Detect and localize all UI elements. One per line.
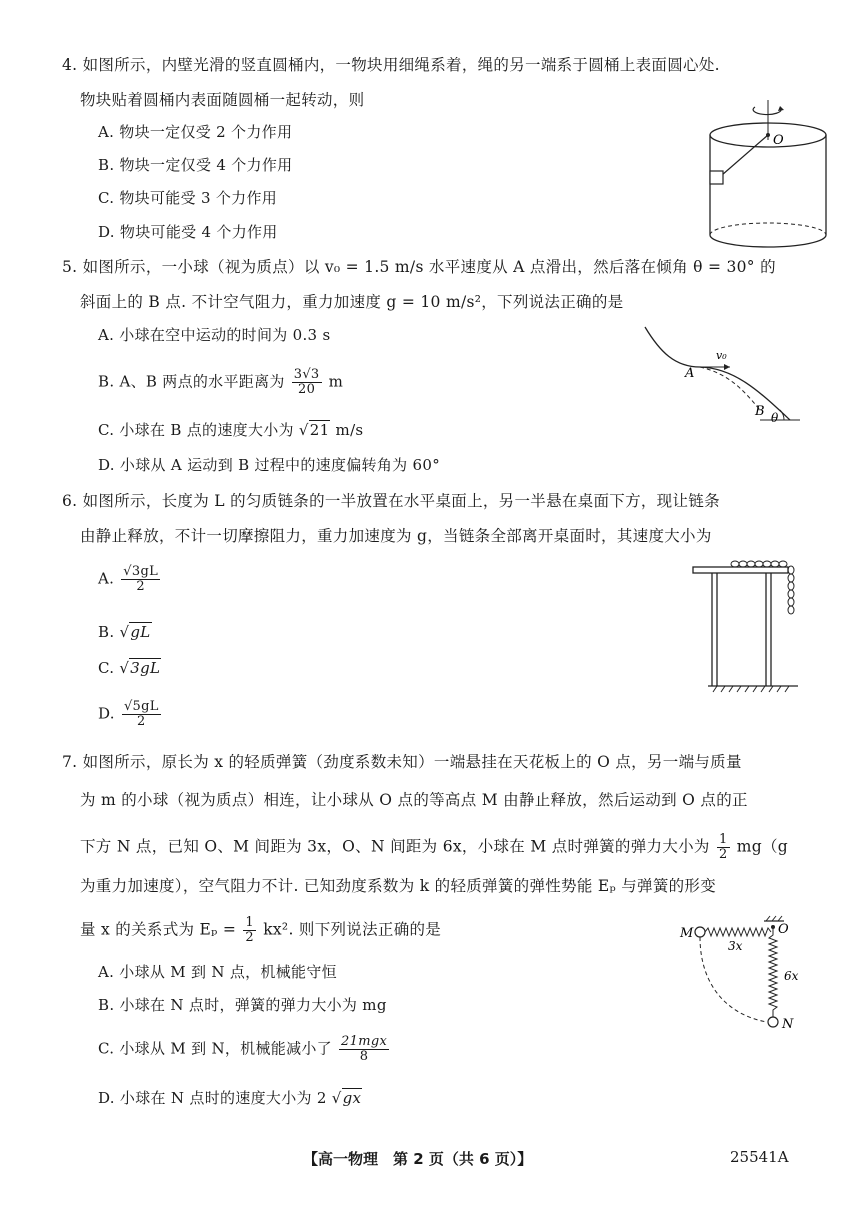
q6-option-a-label: A. [98, 569, 115, 588]
q7-option-c [98, 1035, 391, 1064]
q7-stem-line5-suffix: kx². 则下列说法正确的是 [263, 920, 442, 939]
q7-stem-line4: 为重力加速度），空气阻力不计. 已知劲度系数为 k 的轻质弹簧的弹性势能 Eₚ 与弹簧的形变 [80, 877, 717, 895]
q7-stem-line3-num: 1 [718, 832, 728, 847]
q5-stem-line1: 5. 如图所示，一小球（视为质点）以 v₀ = 1.5 m/s 水平速度从 A 点滑出，然后落在倾角 θ = 30° 的 [62, 258, 776, 276]
q4-stem-line1: 4. 如图所示，内壁光滑的竖直圆桶内，一物块用细绳系着，绳的另一端系于圆桶上表面圆心处. [62, 56, 720, 74]
q7-spring-figure [672, 915, 812, 1035]
q7-option-a: A. 小球从 M 到 N 点，机械能守恒 [98, 963, 337, 981]
q7-stem-line3-prefix: 下方 N 点，已知 O、M 间距为 3x，O、N 间距为 6x，小球在 M 点时弹簧的弹力大小为 [80, 837, 710, 856]
q5-option-c-suffix: m/s [335, 421, 364, 439]
q4-label-o: O [773, 133, 784, 148]
q7-option-c-num: 21mgx [341, 1034, 388, 1049]
q5-option-c-sqrt: √21 [298, 421, 330, 439]
q6-option-a-fraction [121, 565, 160, 594]
q7-label-n: N [782, 1017, 794, 1032]
q5-option-d: D. 小球从 A 运动到 B 过程中的速度偏转角为 60° [98, 456, 441, 474]
q7-option-d-rad: gx [342, 1089, 362, 1107]
q7-stem-line3 [80, 833, 788, 862]
q6-table-chain-figure [688, 558, 808, 696]
q7-option-d [98, 1088, 362, 1108]
q5-label-b: B [755, 404, 765, 419]
q6-option-a-rad: 3gL [131, 564, 159, 579]
q7-stem-line3-suffix: mg（g [736, 837, 789, 856]
q5-label-a: A [685, 366, 695, 381]
q5-label-theta: θ [771, 411, 779, 425]
q7-stem-line5-num: 1 [245, 915, 254, 930]
q4-cylinder-figure [700, 95, 830, 255]
horizontal-spring-icon [705, 928, 771, 936]
q7-option-d-prefix: D. 小球在 N 点时的速度大小为 2 [98, 1089, 327, 1107]
q7-stem-line3-fraction [717, 833, 730, 862]
q5-option-b-fraction [292, 368, 322, 397]
velocity-arrow-icon [724, 364, 730, 370]
q6-option-b-rad: gL [130, 623, 151, 641]
q5-option-b-prefix: B. A、B 两点的水平距离为 [98, 372, 285, 391]
page-footer-title: 【高一物理 第 2 页（共 6 页）】 [303, 1150, 533, 1168]
q4-stem-line2: 物块贴着圆桶内表面随圆桶一起转动，则 [80, 91, 365, 109]
q5-option-c-prefix: C. 小球在 B 点的速度大小为 [98, 421, 294, 439]
q7-label-o: O [778, 922, 789, 937]
q7-option-c-den: 8 [359, 1049, 369, 1064]
q7-option-c-prefix: C. 小球从 M 到 N，机械能减小了 [98, 1039, 332, 1058]
q6-option-b [98, 622, 152, 642]
q7-label-3x: 3x [728, 939, 743, 953]
q7-label-6x: 6x [784, 969, 799, 983]
q5-option-b-den: 20 [298, 382, 316, 397]
q5-label-v0: v₀ [716, 349, 727, 362]
vertical-spring-icon [769, 929, 777, 1017]
q6-option-d-label: D. [98, 704, 115, 723]
q5-option-b-num: 3√3 [293, 367, 320, 382]
q4-option-b: B. 物块一定仅受 4 个力作用 [98, 156, 293, 174]
q6-option-c-rad: 3gL [130, 659, 161, 677]
q4-option-d: D. 物块可能受 4 个力作用 [98, 223, 278, 241]
q6-option-c-label: C. [98, 659, 115, 677]
q5-option-c-rad: 21 [309, 421, 330, 439]
q6-option-a [98, 565, 162, 594]
rotation-arrow-icon [753, 107, 781, 115]
q6-option-d-den: 2 [137, 714, 146, 729]
q6-option-d-rad: 5gL [132, 699, 159, 714]
q6-option-d [98, 700, 163, 729]
q7-option-c-fraction [339, 1035, 389, 1064]
q7-stem-line5 [80, 916, 441, 945]
q7-stem-line5-prefix: 量 x 的关系式为 Eₚ = [80, 920, 237, 939]
q5-option-b-suffix: m [328, 372, 344, 391]
q7-stem-line5-fraction [243, 916, 256, 945]
q6-option-b-sqrt: √gL [119, 623, 151, 641]
q7-stem-line2: 为 m 的小球（视为质点）相连，让小球从 O 点的等高点 M 由静止释放，然后运动到 O 点的正 [80, 791, 748, 809]
q5-slope-figure [640, 322, 810, 432]
q6-stem-line1: 6. 如图所示，长度为 L 的匀质链条的一半放置在水平桌面上，另一半悬在桌面下方，现让链条 [62, 492, 720, 510]
q6-option-d-num: √5gL [123, 699, 159, 714]
q7-option-d-sqrt: √gx [331, 1089, 362, 1107]
q6-option-c [98, 658, 161, 678]
q6-option-d-fraction [122, 700, 161, 729]
q7-stem-line5-den: 2 [245, 930, 254, 945]
q6-stem-line2: 由静止释放，不计一切摩擦阻力，重力加速度为 g，当链条全部离开桌面时，其速度大小为 [80, 527, 712, 545]
q5-option-b [98, 368, 343, 397]
q7-option-b: B. 小球在 N 点时，弹簧的弹力大小为 mg [98, 996, 387, 1014]
page-footer-code: 25541A [730, 1148, 789, 1166]
q4-option-a: A. 物块一定仅受 2 个力作用 [98, 123, 293, 141]
q6-option-b-label: B. [98, 623, 115, 641]
q7-stem-line1: 7. 如图所示，原长为 x 的轻质弹簧（劲度系数未知）一端悬挂在天花板上的 O 点，另一端与质量 [62, 753, 742, 771]
q6-option-a-num: √3gL [123, 564, 159, 579]
q4-option-c: C. 物块可能受 3 个力作用 [98, 189, 278, 207]
q6-option-c-sqrt: √3gL [119, 659, 161, 677]
q5-stem-line2: 斜面上的 B 点. 不计空气阻力，重力加速度 g = 10 m/s²，下列说法正确的是 [80, 293, 624, 311]
q7-label-m: M [680, 926, 694, 941]
q5-option-c [98, 420, 363, 440]
q6-option-a-den: 2 [136, 579, 145, 594]
q5-option-a: A. 小球在空中运动的时间为 0.3 s [98, 326, 331, 344]
q7-stem-line3-den: 2 [718, 847, 728, 862]
